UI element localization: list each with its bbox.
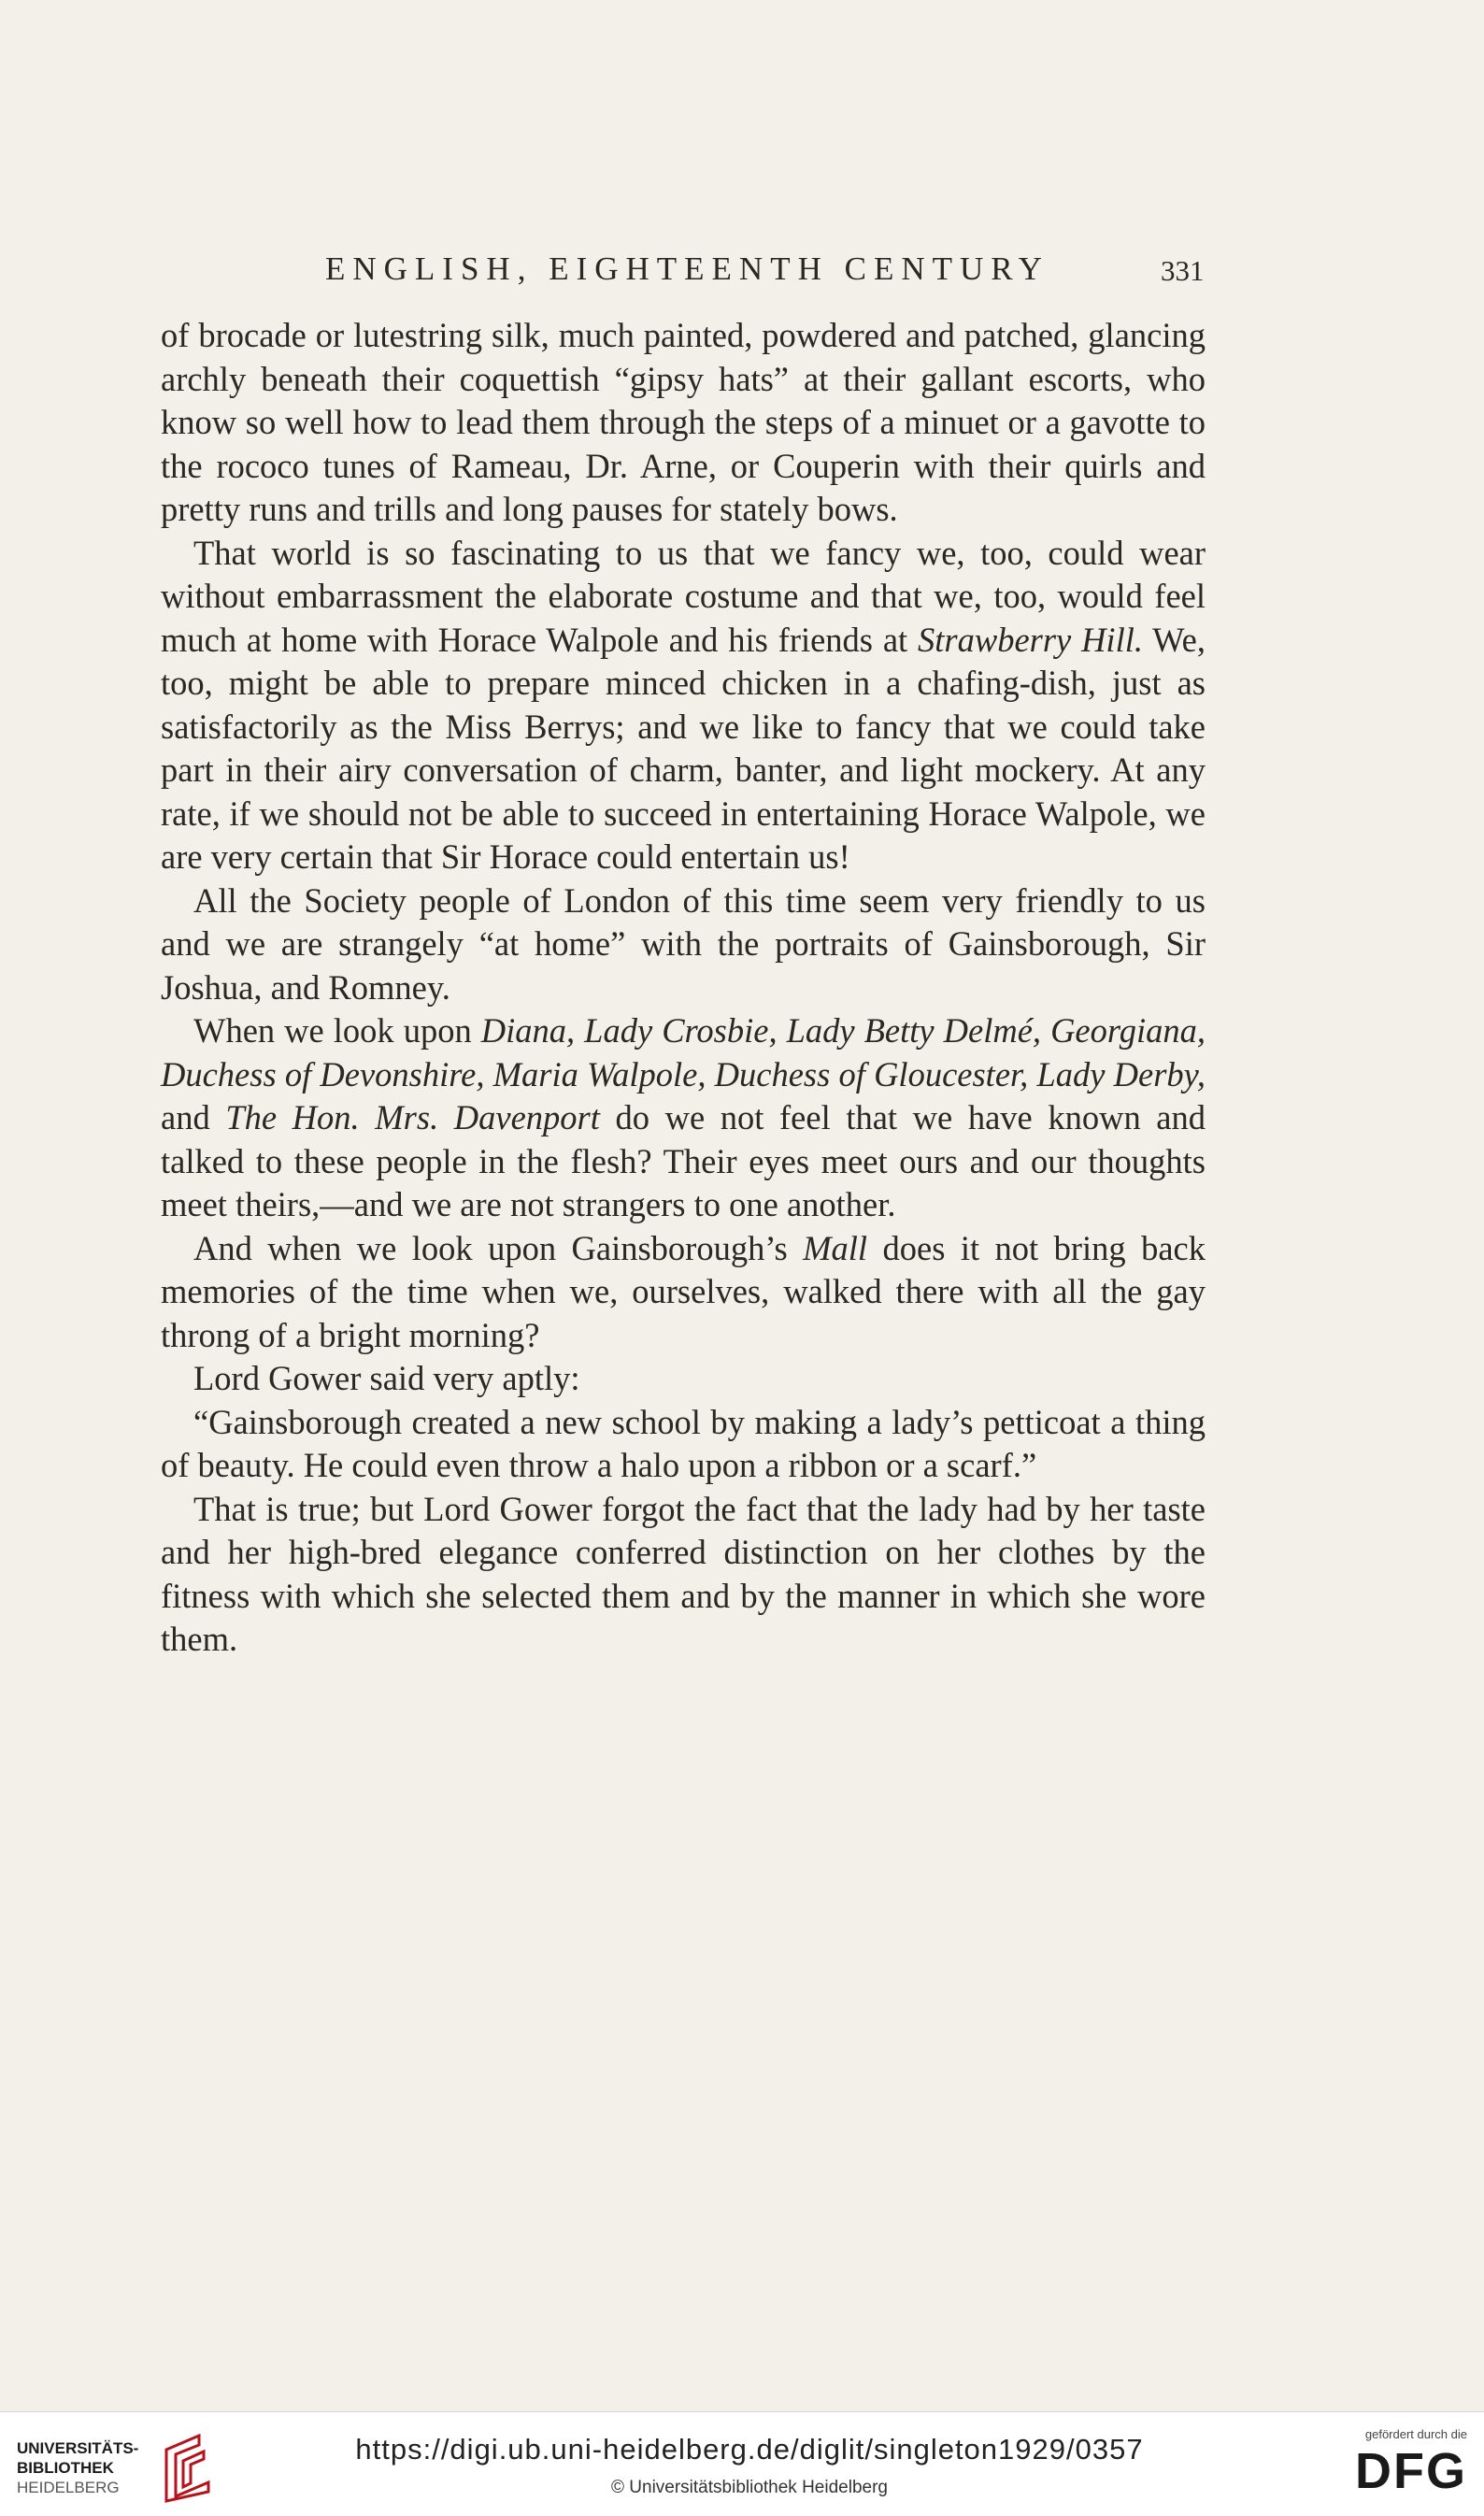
library-logo[interactable] xyxy=(17,2431,232,2506)
paragraph-2-text-b: We, too, might be able to prepare minced chicken in a chafing-dish, just as satisfactorily as the Miss Berrys; and we like to fancy that we could take part in their airy conversation of charm, banter, and light mockery. At any rate, if we should not be able to succeed in entertaining Horace Walpole, we are very certain that Sir Horace could entertain us! xyxy=(161,620,1206,876)
paragraph-5-text-b: does it not bring back memories of the time when we, ourselves, walked there with all the gay throng of a bright morning? xyxy=(161,1228,1206,1354)
paragraph-2-text-a: That world is so fascinating to us that we fancy we, too, could wear without embarrassment the elaborate costume and that we, too, would feel much at home with Horace Walpole and his friends at xyxy=(161,533,1206,659)
page-number: 331 xyxy=(1161,254,1205,287)
paragraph-3: All the Society people of London of this time seem very friendly to us and we are strangely “at home” with the portraits of Gainsborough, Sir Joshua, and Romney. xyxy=(161,880,1206,1007)
paragraph-4 xyxy=(161,1009,1206,1227)
paragraph-4-text-c: do we not feel that we have known and talked to these people in the flesh? Their eyes meet ours and our thoughts meet theirs,—and we are not strangers to one another. xyxy=(161,1098,1206,1223)
paragraph-5 xyxy=(161,1227,1206,1358)
library-name-line-2: BIBLIOTHEK xyxy=(17,2459,114,2477)
paragraph-6: Lord Gower said very aptly: xyxy=(193,1359,580,1397)
quotation: “Gainsborough created a new school by making a lady’s petticoat a thing of beauty. He could even throw a halo upon a ribbon or a scarf.” xyxy=(161,1402,1206,1484)
viewer-footer xyxy=(0,2411,1484,2516)
library-name xyxy=(17,2438,138,2497)
paragraph-5-text-a: And when we look upon Gainsborough’s xyxy=(193,1228,804,1267)
library-name-line-3: HEIDELBERG xyxy=(17,2479,120,2496)
paragraph-4-italic-2: The Hon. Mrs. Davenport xyxy=(225,1098,600,1136)
paragraph-4-text-a: When we look upon xyxy=(193,1011,481,1050)
paragraph-2-italic: Strawberry Hill. xyxy=(918,620,1143,659)
library-name-line-1: UNIVERSITÄTS- xyxy=(17,2439,139,2457)
body-text xyxy=(161,314,1206,1662)
dfg-logo[interactable] xyxy=(1308,2427,1467,2502)
funding-note: gefördert durch die xyxy=(1364,2427,1467,2441)
paragraph-8: That is true; but Lord Gower forgot the fact that the lady had by her taste and her high-bred elegance conferred distinction on her clothes by the fitness with which she selected them and by the manner in which she wore them. xyxy=(161,1489,1206,1658)
permalink-url[interactable]: https://digi.ub.uni-heidelberg.de/diglit/singleton1929/0357 xyxy=(355,2433,1144,2466)
funder-wordmark: DFG xyxy=(1355,2443,1467,2499)
paragraph-4-text-b: and xyxy=(161,1098,226,1136)
paragraph-5-italic: Mall xyxy=(803,1228,868,1267)
running-title: ENGLISH, EIGHTEENTH CENTURY xyxy=(325,250,1049,287)
paragraph-1: of brocade or lutestring silk, much painted, powdered and patched, glancing archly beneath their coquettish “gipsy hats” at their gallant escorts, who know so well how to lead them through the steps of a minuet or a gavotte to the rococo tunes of Rameau, Dr. Arne, or Couperin with their quirls and pretty runs and trills and long pauses for stately bows. xyxy=(161,316,1206,528)
library-emblem-icon xyxy=(157,2431,222,2506)
paragraph-2 xyxy=(161,532,1206,879)
copyright-notice: © Universitätsbibliothek Heidelberg xyxy=(611,2478,888,2497)
paragraph-4-italic-1: Diana, Lady Crosbie, Lady Betty Delmé, Georgiana, Duchess of Devonshire, Maria Walpole, Duchess of Gloucester, Lady Derby, xyxy=(161,1011,1206,1094)
